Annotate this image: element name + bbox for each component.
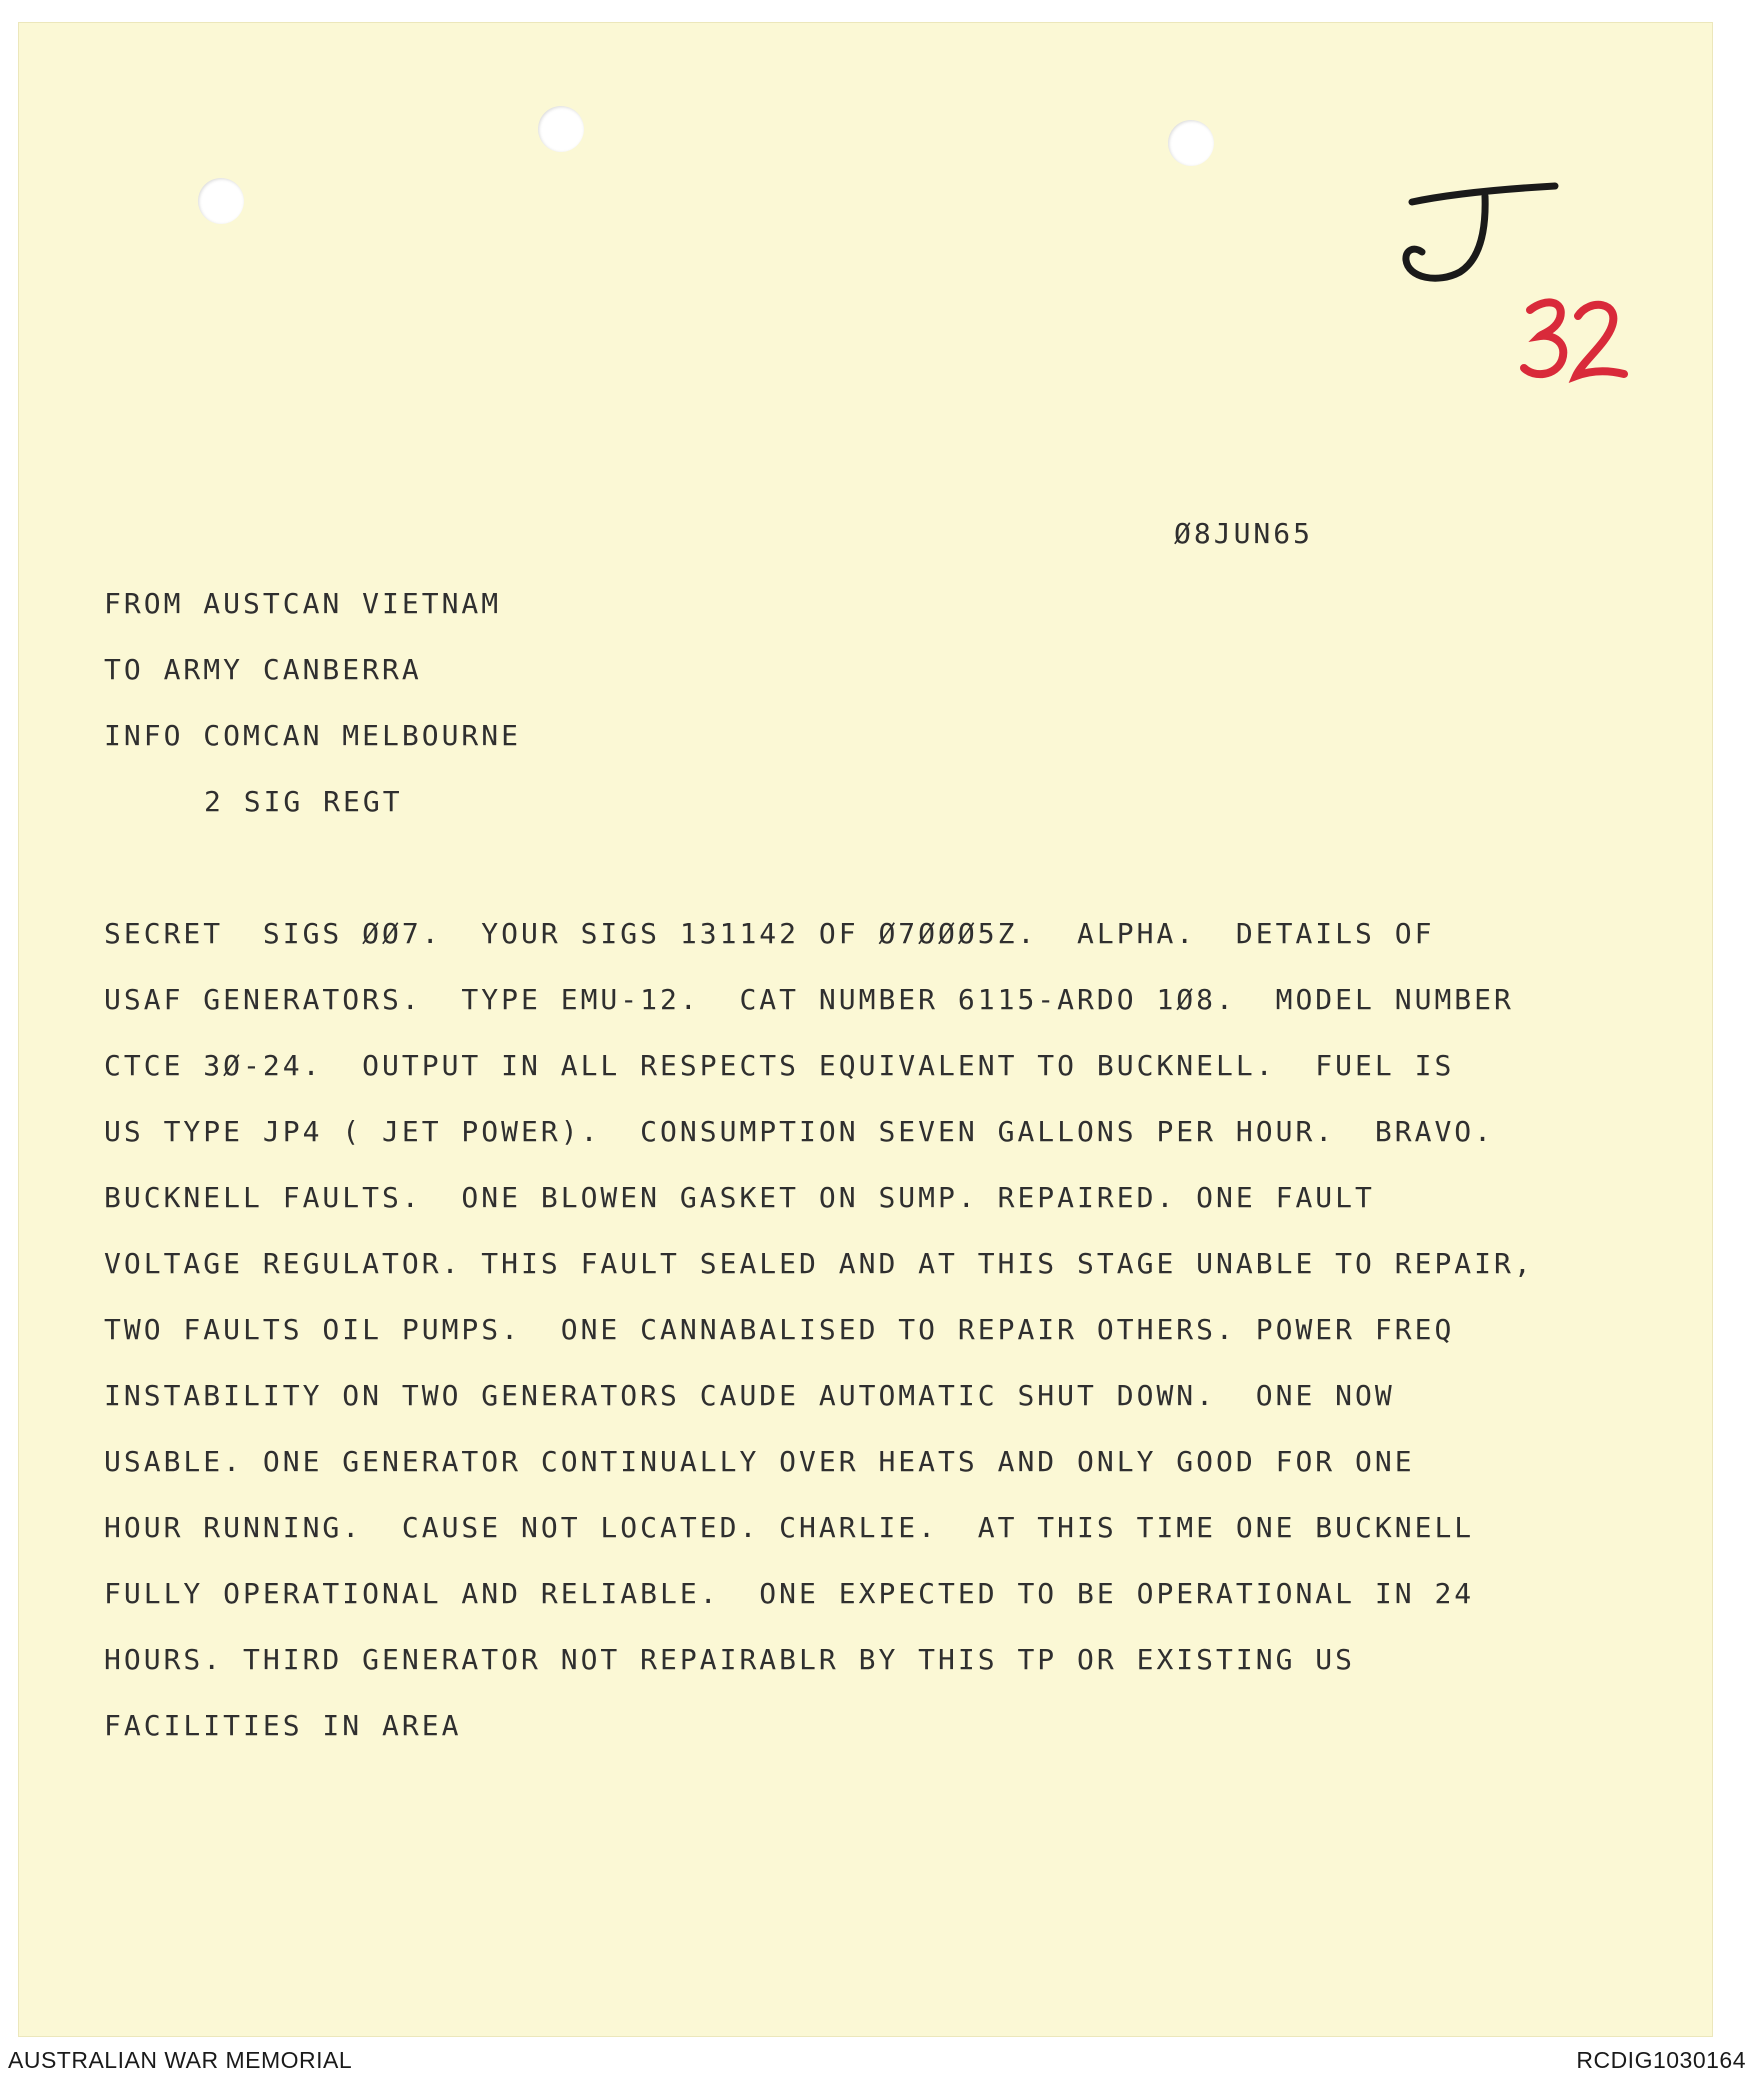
punch-hole bbox=[198, 178, 244, 224]
message-body-line: HOUR RUNNING. CAUSE NOT LOCATED. CHARLIE. AT THIS TIME ONE BUCKNELL bbox=[104, 1511, 1475, 1544]
message-body-line: FACILITIES IN AREA bbox=[104, 1709, 462, 1742]
to-line: TO ARMY CANBERRA bbox=[104, 653, 422, 686]
punch-hole bbox=[1168, 120, 1214, 166]
message-body-line: FULLY OPERATIONAL AND RELIABLE. ONE EXPECTED TO BE OPERATIONAL IN 24 bbox=[104, 1577, 1475, 1610]
from-line: FROM AUSTCAN VIETNAM bbox=[104, 587, 502, 620]
message-body-line: USABLE. ONE GENERATOR CONTINUALLY OVER HEATS AND ONLY GOOD FOR ONE bbox=[104, 1445, 1415, 1478]
info-line: INFO COMCAN MELBOURNE bbox=[104, 719, 522, 752]
punch-hole bbox=[538, 106, 584, 152]
message-body-line: CTCE 3Ø-24. OUTPUT IN ALL RESPECTS EQUIVALENT TO BUCKNELL. FUEL IS bbox=[104, 1049, 1455, 1082]
message-body-line: SECRET SIGS ØØ7. YOUR SIGS 131142 OF Ø7ØØØ5Z. ALPHA. DETAILS OF bbox=[104, 917, 1435, 950]
info-line-2: 2 SIG REGT bbox=[204, 785, 403, 818]
message-body-line: USAF GENERATORS. TYPE EMU-12. CAT NUMBER 6115-ARDO 1Ø8. MODEL NUMBER bbox=[104, 983, 1514, 1016]
message-body-line: HOURS. THIRD GENERATOR NOT REPAIRABLR BY THIS TP OR EXISTING US bbox=[104, 1643, 1356, 1676]
message-body-line: VOLTAGE REGULATOR. THIS FAULT SEALED AND AT THIS STAGE UNABLE TO REPAIR, bbox=[104, 1247, 1534, 1280]
message-body-line: US TYPE JP4 ( JET POWER). CONSUMPTION SEVEN GALLONS PER HOUR. BRAVO. bbox=[104, 1115, 1495, 1148]
handwritten-j-mark bbox=[1400, 180, 1580, 300]
message-body-line: TWO FAULTS OIL PUMPS. ONE CANNABALISED TO REPAIR OTHERS. POWER FREQ bbox=[104, 1313, 1455, 1346]
footer-record-id: RCDIG1030164 bbox=[1576, 2047, 1746, 2073]
footer-archive-name: AUSTRALIAN WAR MEMORIAL bbox=[8, 2047, 353, 2073]
message-body-line: INSTABILITY ON TWO GENERATORS CAUDE AUTOMATIC SHUT DOWN. ONE NOW bbox=[104, 1379, 1395, 1412]
message-date: Ø8JUN65 bbox=[1174, 517, 1314, 550]
message-body-line: BUCKNELL FAULTS. ONE BLOWEN GASKET ON SUMP. REPAIRED. ONE FAULT bbox=[104, 1181, 1375, 1214]
red-page-number-mark bbox=[1520, 290, 1630, 390]
